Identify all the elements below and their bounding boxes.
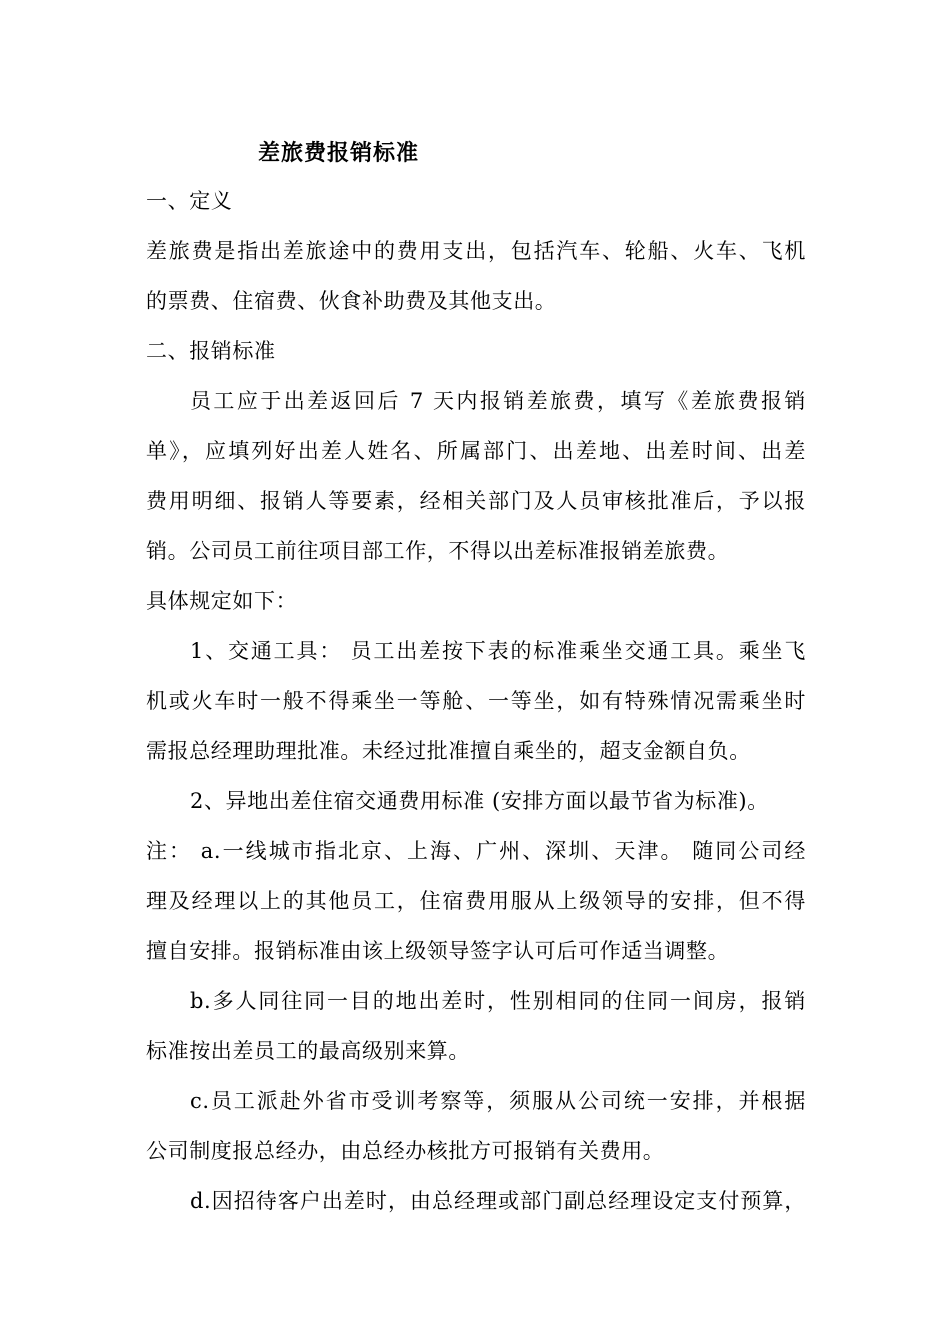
paragraph-line: 员工应于出差返回后 7 天内报销差旅费，填写《差旅费报销	[190, 389, 806, 413]
paragraph-line: 机或火车时一般不得乘坐一等舱、一等坐，如有特殊情况需乘坐时	[146, 689, 806, 713]
paragraph-line: 公司制度报总经办，由总经办核批方可报销有关费用。	[146, 1139, 665, 1163]
paragraph-line: 销。公司员工前往项目部工作，不得以出差标准报销差旅费。	[146, 539, 730, 563]
paragraph-line: 注： a.一线城市指北京、上海、广州、深圳、天津。 随同公司经	[146, 839, 806, 863]
paragraph-line: c.员工派赴外省市受训考察等，须服从公司统一安排，并根据	[190, 1089, 806, 1113]
paragraph-line: 的票费、住宿费、伙食补助费及其他支出。	[146, 289, 557, 313]
paragraph-line: 费用明细、报销人等要素，经相关部门及人员审核批准后，予以报	[146, 489, 806, 513]
paragraph-line: 2、异地出差住宿交通费用标准 (安排方面以最节省为标准)。	[190, 789, 769, 813]
document-title: 差旅费报销标准	[258, 140, 420, 166]
section-heading-definition: 一、定义	[146, 189, 233, 213]
paragraph-line: d.因招待客户出差时，由总经理或部门副总经理设定支付预算，	[190, 1189, 806, 1213]
paragraph-line: 标准按出差员工的最高级别来算。	[146, 1039, 470, 1063]
paragraph-line: 单》，应填列好出差人姓名、所属部门、出差地、出差时间、出差	[146, 439, 806, 463]
paragraph-line: 差旅费是指出差旅途中的费用支出，包括汽车、轮船、火车、飞机	[146, 239, 806, 263]
paragraph-line: 理及经理以上的其他员工，住宿费用服从上级领导的安排，但不得	[146, 889, 806, 913]
paragraph-line: 需报总经理助理批准。未经过批准擅自乘坐的，超支金额自负。	[146, 739, 751, 763]
paragraph-line: 擅自安排。报销标准由该上级领导签字认可后可作适当调整。	[146, 939, 730, 963]
section-heading-standard: 二、报销标准	[146, 339, 276, 363]
paragraph-line: b.多人同往同一目的地出差时，性别相同的住同一间房，报销	[190, 989, 806, 1013]
paragraph-line: 具体规定如下：	[146, 589, 298, 613]
paragraph-line: 1、交通工具： 员工出差按下表的标准乘坐交通工具。乘坐飞	[190, 639, 806, 663]
